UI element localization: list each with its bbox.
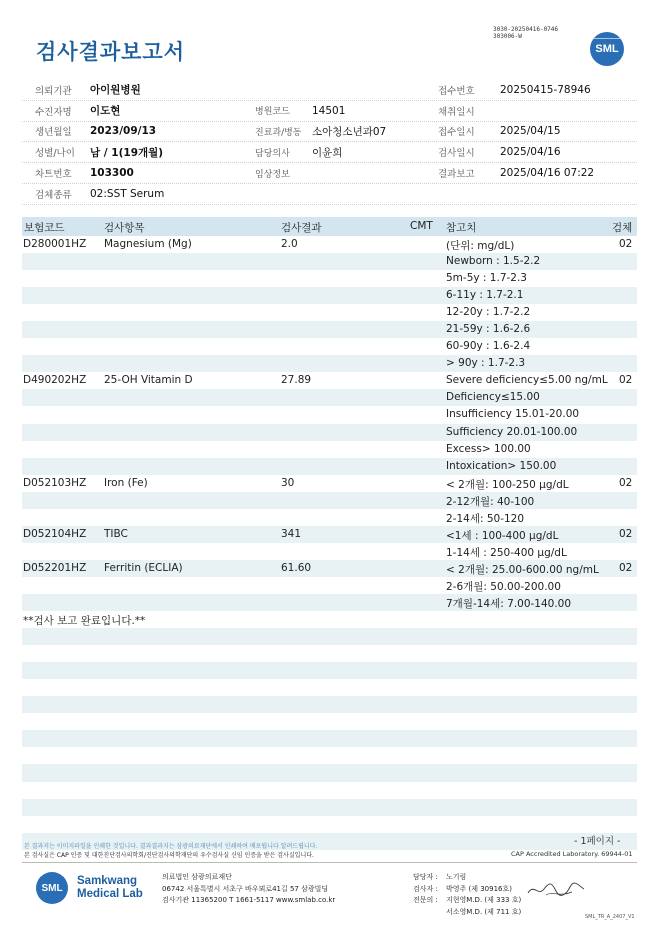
cell-result: 61.60	[281, 561, 312, 574]
info-value: 02:SST Serum	[90, 187, 165, 200]
cell-ref: 7개월-14세: 7.00-140.00	[446, 597, 572, 610]
info-label: 채취일시	[438, 106, 475, 118]
info-value: 20250415-78946	[500, 83, 591, 96]
cell-spec: 02	[619, 527, 633, 540]
staff-list	[413, 872, 521, 918]
info-label: 성별/나이	[35, 148, 75, 160]
info-row	[22, 163, 637, 184]
info-value: 2025/04/16	[500, 146, 561, 159]
staff-role: 전문의 :	[413, 896, 438, 904]
staff-row	[413, 884, 521, 896]
table-row	[22, 611, 637, 628]
cell-ref: 12-20y : 1.7-2.2	[446, 306, 531, 319]
info-cell	[438, 124, 637, 138]
cell-ref: Insufficiency 15.01-20.00	[446, 408, 580, 421]
info-label: 생년월일	[35, 127, 72, 139]
staff-name: 박영주 (제 30916호)	[446, 884, 512, 893]
info-cell	[22, 187, 255, 201]
table-row	[22, 338, 637, 355]
info-value: 남 / 1(19개월)	[90, 146, 164, 159]
cell-code: D052201HZ	[23, 561, 87, 574]
table-row	[22, 355, 637, 372]
info-value: 소아청소년과07	[312, 125, 387, 138]
cell-ref: 21-59y : 1.6-2.6	[446, 323, 531, 336]
table-row	[22, 816, 637, 833]
image-notice: 본 결과지는 이미지파일을 인쇄한 것입니다. 결과결과지는 삼광의료재단에서 인쇄하여 배포됩니다 알려드립니다.	[24, 843, 318, 850]
info-label: 검체종류	[35, 189, 72, 201]
info-cell	[22, 145, 255, 160]
table-row	[22, 730, 637, 747]
brand-line: Medical Lab	[77, 888, 143, 900]
info-cell	[438, 145, 637, 159]
cell-name: Magnesium (Mg)	[104, 238, 192, 250]
table-row	[22, 441, 637, 458]
table-row	[22, 679, 637, 696]
table-row	[22, 747, 637, 764]
cell-name: 25-OH Vitamin D	[104, 374, 193, 387]
table-row	[22, 764, 637, 781]
info-cell	[22, 166, 255, 180]
table-row	[22, 458, 637, 475]
info-value: 2025/04/16 07:22	[500, 167, 595, 180]
info-label: 접수번호	[438, 85, 475, 97]
info-row	[22, 80, 637, 101]
cell-result: 27.89	[281, 374, 312, 387]
cell-ref: Severe deficiency≤5.00 ng/mL	[446, 374, 608, 387]
table-row	[22, 253, 637, 270]
cell-code: D052103HZ	[23, 476, 87, 489]
staff-name: 서소영M.D. (제 711 호)	[446, 907, 522, 916]
staff-role: 검사자 :	[413, 884, 438, 893]
staff-name: 노기림	[446, 873, 467, 881]
cell-ref: < 2개월: 25.00-600.00 ng/mL	[446, 563, 599, 576]
cell-ref: 1-14세 : 250-400 μg/dL	[446, 546, 567, 559]
barcode-text	[493, 26, 558, 40]
cell-name: Iron (Fe)	[104, 476, 148, 489]
brand-line: Samkwang	[77, 875, 138, 887]
info-value: 이도현	[90, 105, 121, 118]
info-label: 임상정보	[255, 169, 290, 180]
info-row	[22, 122, 637, 143]
table-row	[22, 389, 637, 406]
cell-ref: > 90y : 1.7-2.3	[446, 357, 526, 370]
cell-ref: 5m-5y : 1.7-2.3	[446, 272, 527, 285]
info-cell	[255, 167, 438, 180]
header-name: 검사항목	[104, 222, 145, 234]
cell-result: 341	[281, 527, 302, 540]
table-row	[22, 304, 637, 321]
info-row	[22, 142, 637, 163]
info-value: 아이원병원	[90, 84, 141, 97]
results-table-header	[22, 217, 637, 236]
info-row	[22, 184, 637, 205]
table-row	[22, 577, 637, 594]
table-row	[22, 799, 637, 816]
results-table-body	[22, 236, 637, 867]
cell-ref: Newborn : 1.5-2.2	[446, 255, 541, 268]
patient-info-table	[22, 80, 637, 205]
cell-code: D490202HZ	[23, 374, 87, 387]
info-label: 병원코드	[255, 107, 290, 118]
info-label: 의뢰기관	[35, 85, 72, 97]
info-value: 14501	[312, 104, 346, 117]
cell-code: **검사 보고 완료입니다.**	[23, 615, 146, 628]
cell-ref: (단위: mg/dL)	[446, 240, 515, 252]
info-label: 검사일시	[438, 148, 475, 160]
cell-result: 30	[281, 476, 295, 489]
staff-name: 지현영M.D. (제 333 호)	[446, 896, 522, 904]
table-row	[22, 270, 637, 287]
info-cell	[438, 104, 637, 118]
info-value: 2025/04/15	[500, 125, 561, 138]
table-row	[22, 475, 637, 492]
address-line: 검사기관 11365200 T 1661-5117 www.smlab.co.kr	[162, 896, 336, 904]
table-row	[22, 628, 637, 645]
info-label: 담당의사	[255, 148, 290, 159]
sml-footer-logo-icon: SML	[36, 872, 68, 904]
info-label: 접수일시	[438, 127, 475, 139]
table-row	[22, 526, 637, 543]
info-cell	[255, 104, 438, 117]
cell-code: D052104HZ	[23, 527, 87, 540]
table-row	[22, 782, 637, 799]
cell-ref: 60-90y : 1.6-2.4	[446, 340, 531, 353]
info-cell	[22, 124, 255, 138]
address-line: 06742 서울특별시 서초구 바우뫼로41길 57 삼광빌딩	[162, 884, 329, 893]
table-row	[22, 560, 637, 577]
table-row	[22, 372, 637, 389]
table-row	[22, 509, 637, 526]
barcode-line: 303006-W	[493, 33, 522, 40]
cell-spec: 02	[619, 476, 633, 489]
table-row	[22, 696, 637, 713]
info-label: 결과보고	[438, 169, 475, 181]
cell-ref: 2-6개월: 50.00-200.00	[446, 580, 561, 593]
header-code: 보험코드	[24, 222, 65, 234]
header-result: 검사결과	[281, 222, 322, 234]
cell-name: Ferritin (ECLIA)	[104, 561, 183, 574]
cell-ref: <1세 : 100-400 μg/dL	[446, 529, 559, 542]
cell-ref: 2-12개월: 40-100	[446, 495, 535, 508]
table-row	[22, 662, 637, 679]
info-value: 2023/09/13	[90, 125, 157, 138]
barcode-line: 3030-20250416-0746	[493, 26, 559, 33]
page-title: 검사결과보고서	[36, 40, 186, 64]
header-ref: 참고치	[446, 222, 477, 234]
table-row	[22, 594, 637, 611]
table-row	[22, 645, 637, 662]
cap-accreditation: CAP Accredited Laboratory. 69944-01	[511, 850, 633, 858]
info-cell	[438, 166, 637, 180]
info-cell	[438, 83, 637, 97]
info-label: 수진자명	[35, 106, 72, 118]
info-cell	[22, 103, 255, 118]
brand-name	[77, 875, 143, 901]
cell-ref: Intoxication> 150.00	[446, 459, 557, 472]
info-cell	[255, 145, 438, 160]
cell-ref: Sufficiency 20.01-100.00	[446, 425, 578, 438]
header-cmt: CMT	[410, 220, 433, 232]
info-label: 차트번호	[35, 169, 72, 181]
address-line: 의료법인 삼광의료재단	[162, 873, 232, 881]
accreditation-notice: 본 검사실은 CAP 인증 및 대한진단검사의학회/진단검사의학재단의 우수검사실 신임 인증을 받은 검사실입니다.	[24, 852, 314, 859]
cell-ref: 2-14세: 50-120	[446, 512, 525, 525]
staff-row	[413, 895, 521, 907]
cell-ref: 6-11y : 1.7-2.1	[446, 289, 524, 302]
cell-spec: 02	[619, 238, 633, 250]
page-number: - 1페이지 -	[574, 836, 621, 847]
signature-icon	[526, 879, 586, 901]
table-row	[22, 543, 637, 560]
footer-divider	[22, 862, 637, 863]
cell-spec: 02	[619, 374, 633, 387]
info-row	[22, 101, 637, 122]
info-value: 103300	[90, 167, 134, 180]
table-row	[22, 492, 637, 509]
info-cell	[22, 82, 255, 97]
cell-ref: < 2개월: 100-250 μg/dL	[446, 478, 569, 491]
cell-ref: Excess> 100.00	[446, 442, 531, 455]
sml-logo-icon: SML	[590, 32, 624, 66]
staff-role	[413, 907, 446, 919]
staff-row	[413, 872, 521, 884]
form-number: SML_TR_A_2407_V1	[585, 914, 635, 920]
cell-code: D280001HZ	[23, 238, 87, 250]
cell-name: TIBC	[104, 527, 128, 540]
table-row	[22, 424, 637, 441]
staff-role: 담당자 :	[413, 873, 438, 881]
info-value: 이윤희	[312, 146, 343, 159]
lab-address	[162, 872, 335, 907]
table-row	[22, 406, 637, 423]
info-label: 진료과/병동	[255, 127, 302, 138]
cell-result: 2.0	[281, 238, 298, 250]
table-row	[22, 236, 637, 253]
staff-row	[413, 907, 521, 919]
header-spec: 검체	[612, 222, 633, 234]
info-cell	[255, 124, 438, 139]
cell-ref: Deficiency≤15.00	[446, 391, 540, 404]
cell-spec: 02	[619, 561, 633, 574]
table-row	[22, 713, 637, 730]
table-row	[22, 321, 637, 338]
table-row	[22, 287, 637, 304]
